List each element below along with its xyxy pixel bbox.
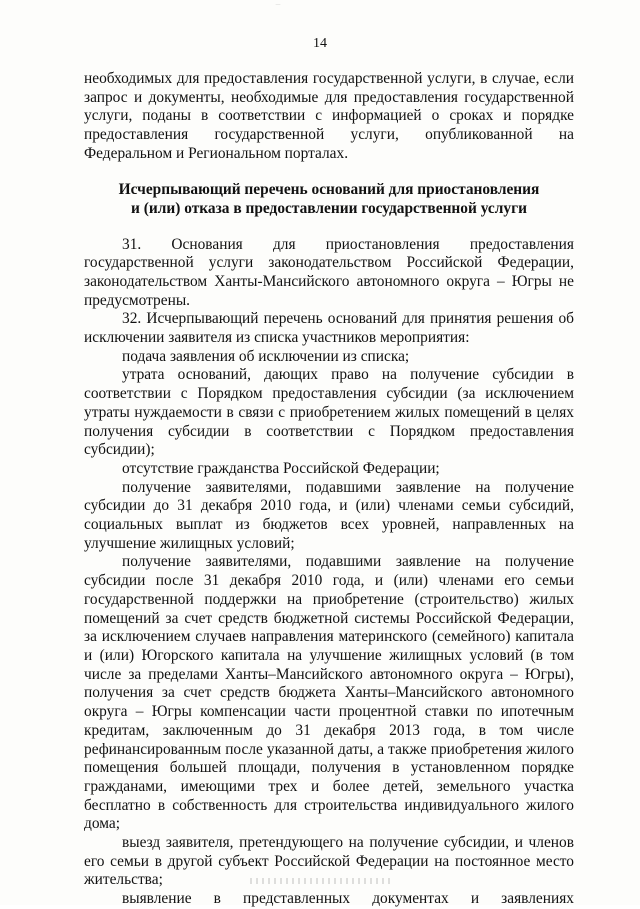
list-item: выявление в представленных документах и заявлениях [122, 890, 574, 908]
list-item: утрата оснований, дающих право на получение субсидии в соответствии с Порядком предоставления субсидии (за исключением утраты нуждаемости в связи с приобретением жилых помещений в целях получения субсидии в соответствии с Порядком предоставления субсидии); [84, 366, 574, 459]
section-heading-line-2: и (или) отказа в предоставлении государственной услуги [131, 199, 527, 217]
page-number: 14 [313, 36, 327, 51]
scan-artifact [250, 878, 390, 884]
list-item: отсутствие гражданства Российской Федерации; [122, 459, 440, 477]
list-item: подача заявления об исключении из списка; [122, 347, 410, 365]
document-body [84, 70, 574, 909]
list-item: получение заявителями, подавшими заявление на получение субсидии до 31 декабря 2010 года, и (или) членами семьи субсидий, социальных выплат из бюджетов всех уровней, направленных на улучшение жилищных условий; [84, 478, 574, 552]
scan-artifact [230, 0, 390, 12]
intro-paragraph: необходимых для предоставления государственной услуги, в случае, если запрос и документы, необходимые для предоставления государственной услуги, поданы в соответствии с информацией о сроках и порядке предоставления государственной услуги, опубликованной на Федеральном и Региональном порталах. [84, 70, 574, 162]
section-heading [84, 180, 574, 218]
paragraph-32: 32. Исчерпывающий перечень оснований для принятия решения об исключении заявителя из списка участников мероприятия: [84, 310, 574, 347]
section-heading-line-1: Исчерпывающий перечень оснований для приостановления [118, 180, 540, 198]
list-item: получение заявителями, подавшими заявление на получение субсидии после 31 декабря 2010 года, и (или) членами его семьи государственной поддержки на приобретение (строительство) жилых помещений за счет средств бюджетной системы Российской Федерации, за исключением случаев направления материнского (семейного) капитала и (или) Югорского капитала на улучшение жилищных условий (в том числе за пределами Ханты–Мансийского автономного округа – Югры), получения за счет средств бюджета Ханты–Мансийского автономного округа – Югры компенсации части процентной ставки по ипотечным кредитам, заключенным до 31 декабря 2013 года, в том числе рефинансированным после указанной даты, а также приобретения жилого помещения большей площади, получения в установленном порядке гражданами, имеющими трех и более детей, земельного участка бесплатно в собственность для строительства индивидуального жилого дома; [84, 553, 574, 833]
paragraph-31: 31. Основания для приостановления предоставления государственной услуги законодательством Российской Федерации, законодательством Ханты-Мансийского автономного округа – Югры не предусмотрены. [84, 235, 574, 309]
list-item: выезд заявителя, претендующего на получение субсидии, и членов его семьи в другой субъект Российской Федерации на постоянное место жительства; [84, 834, 574, 889]
